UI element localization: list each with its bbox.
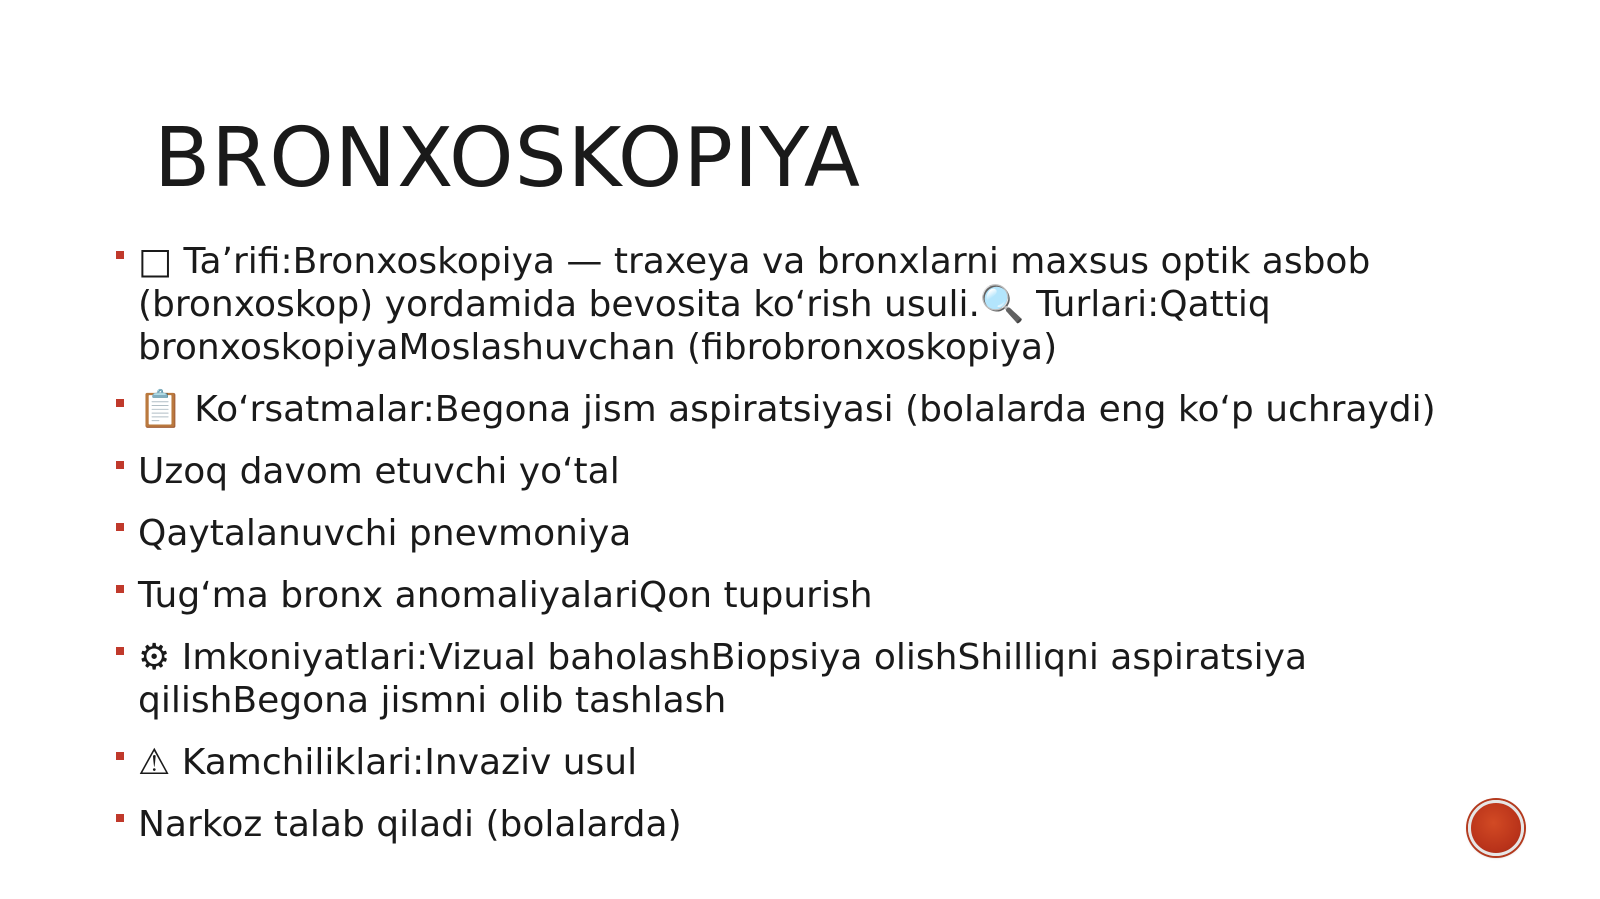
bullet-text: Narkoz talab qiladi (bolalarda) — [138, 804, 682, 845]
bullet-item — [112, 388, 1492, 431]
bullet-item — [112, 741, 1492, 784]
bullet-square-icon — [116, 523, 124, 531]
bullet-square-icon — [116, 585, 124, 593]
bullet-text: ⚙ Imkoniyatlari:Vizual baholashBiopsiya olishShilliqni aspiratsiya qilishBegona jismni olib tashlash — [138, 637, 1308, 721]
bullet-text: Qaytalanuvchi pnevmoniya — [138, 513, 632, 554]
bullet-list — [112, 240, 1492, 865]
next-slide-button[interactable] — [1468, 800, 1524, 856]
bullet-text: Tug‘ma bronx anomaliyalariQon tupurish — [138, 575, 873, 616]
bullet-item — [112, 636, 1492, 722]
bullet-item — [112, 450, 1492, 493]
bullet-square-icon — [116, 461, 124, 469]
bullet-text: □ Ta’rifi:Bronxoskopiya — traxeya va bronxlarni maxsus optik asbob (bronxoskop) yordamida bevosita ko‘rish usuli.🔍 Turlari:Qattiq bronxoskopiyaMoslashuvchan (fibrobronxoskopiya) — [138, 241, 1371, 368]
bullet-item — [112, 803, 1492, 846]
bullet-text: ⚠ Kamchiliklari:Invaziv usul — [138, 742, 638, 783]
bullet-item — [112, 240, 1492, 369]
bullet-item — [112, 512, 1492, 555]
bullet-square-icon — [116, 814, 124, 822]
bullet-text: Uzoq davom etuvchi yo‘tal — [138, 451, 620, 492]
bullet-text: 📋 Ko‘rsatmalar:Begona jism aspiratsiyasi (bolalarda eng ko‘p uchraydi) — [138, 389, 1436, 430]
bullet-square-icon — [116, 399, 124, 407]
bullet-item — [112, 574, 1492, 617]
bullet-square-icon — [116, 752, 124, 760]
bullet-square-icon — [116, 647, 124, 655]
bullet-square-icon — [116, 251, 124, 259]
slide-title: BRONXOSKOPIYA — [154, 111, 861, 206]
